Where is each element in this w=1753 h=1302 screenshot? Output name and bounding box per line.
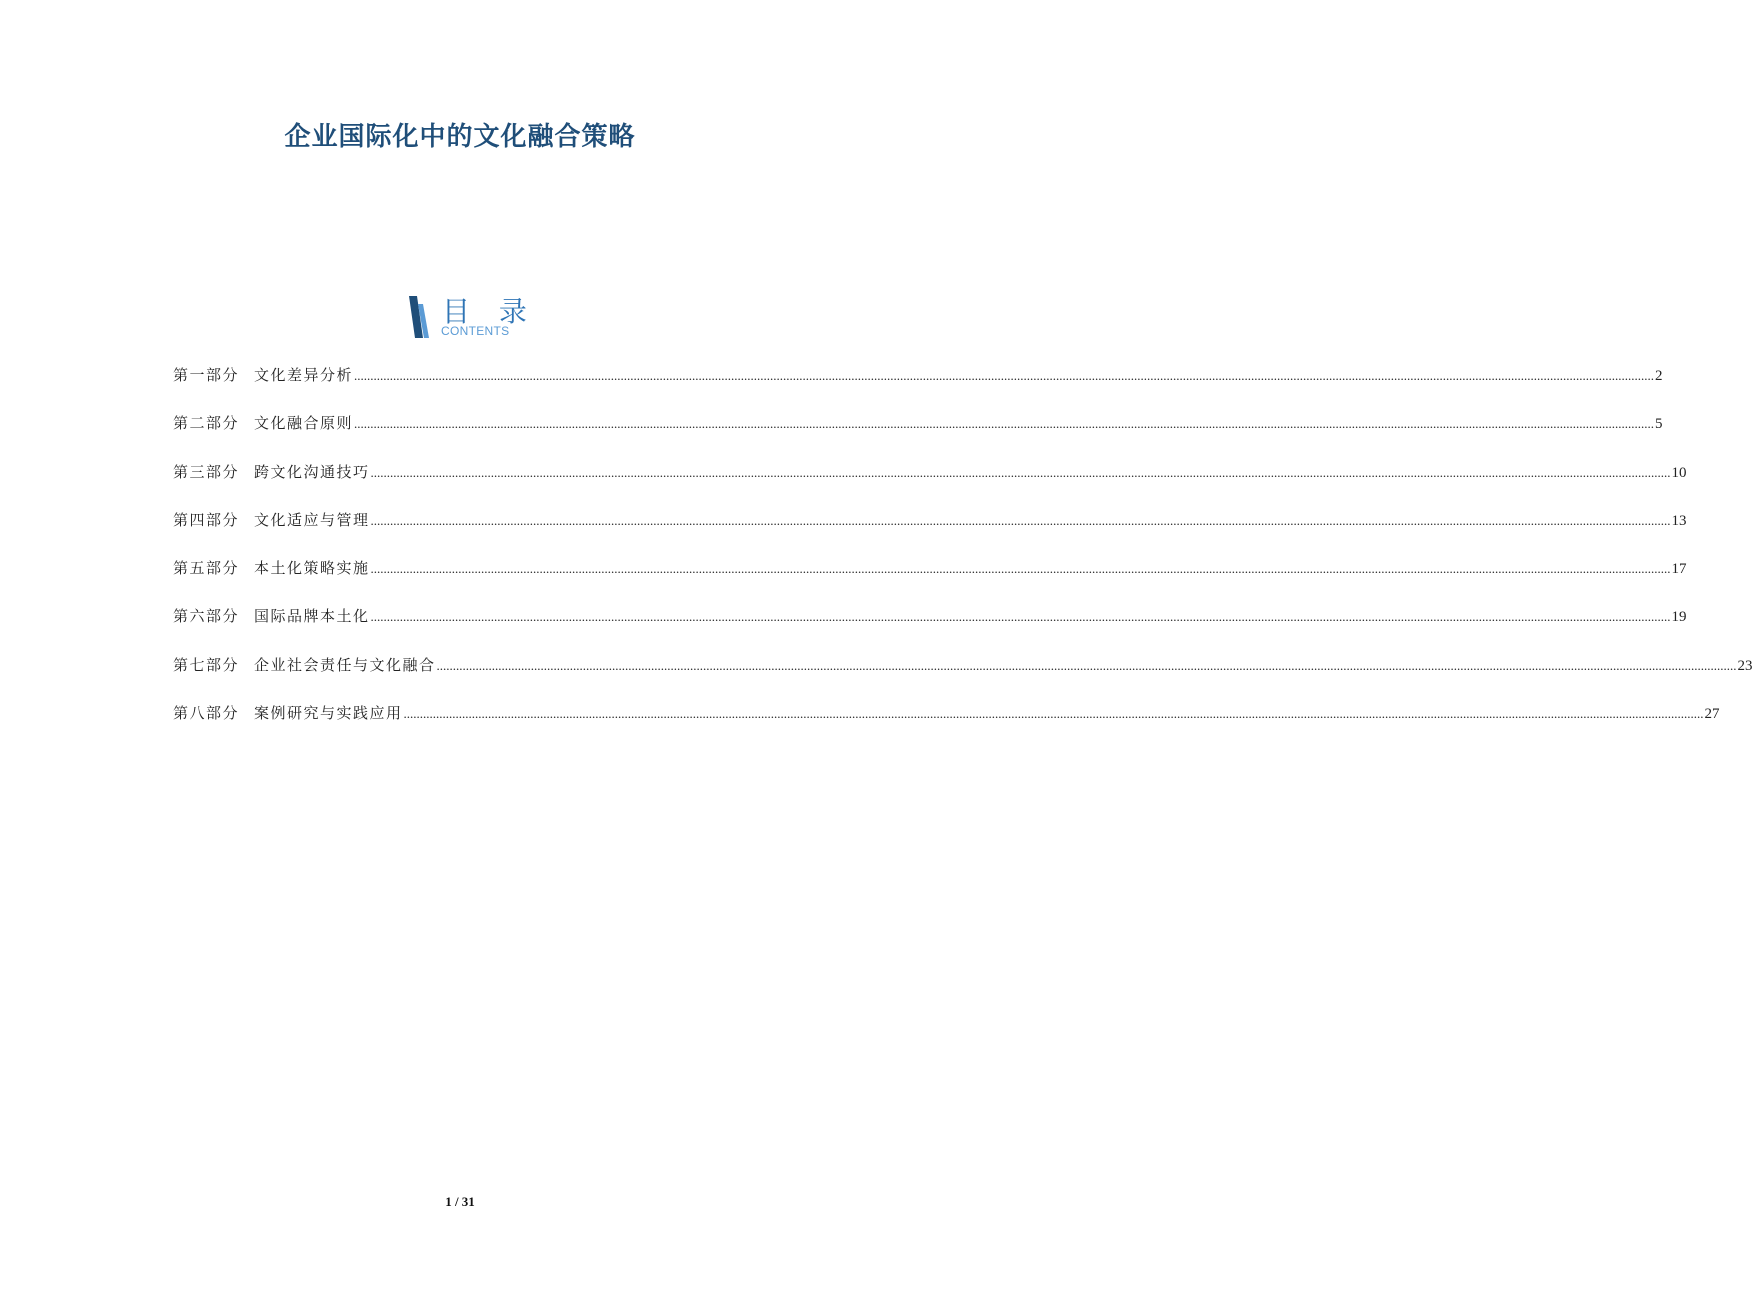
toc-entry[interactable] (173, 557, 1687, 605)
toc-entry[interactable] (173, 605, 1687, 653)
toc-entry-title: 文化融合原则 (254, 414, 354, 433)
toc-entry-page: 10 (1671, 464, 1687, 481)
toc-entry-part: 第一部分 (173, 366, 240, 384)
toc-list (173, 364, 1753, 750)
toc-dot-leader: ................................................................................................................................................................................................................................................................................................................................................................................................................ (370, 561, 1671, 577)
page-number: 1 / 31 (445, 1194, 475, 1209)
toc-subheading: CONTENTS (441, 324, 510, 338)
toc-entry-part: 第七部分 (173, 655, 240, 674)
toc-entry-title: 本土化策略实施 (254, 559, 370, 578)
toc-entry-page: 19 (1671, 609, 1687, 626)
toc-entry[interactable] (173, 702, 1720, 750)
toc-dot-leader: ................................................................................................................................................................................................................................................................................................................................................................................................................ (403, 706, 1704, 722)
toc-logo-icon (406, 296, 432, 338)
toc-entry[interactable] (173, 654, 1753, 702)
toc-entry-page: 17 (1671, 561, 1687, 578)
toc-entry-page: 5 (1655, 416, 1663, 433)
toc-entry-part: 第五部分 (173, 559, 240, 578)
toc-entry-part: 第八部分 (173, 704, 240, 723)
toc-entry[interactable] (173, 461, 1687, 509)
toc-entry-page: 13 (1671, 512, 1687, 529)
toc-entry[interactable] (173, 509, 1687, 557)
toc-entry[interactable] (173, 364, 1663, 412)
toc-entry-page: 23 (1737, 657, 1753, 674)
toc-heading: 目 录 (442, 295, 537, 328)
toc-dot-leader: ................................................................................................................................................................................................................................................................................................................................................................................................................ (354, 368, 1655, 383)
toc-dot-leader: ................................................................................................................................................................................................................................................................................................................................................................................................................ (370, 464, 1671, 480)
toc-entry-title: 文化适应与管理 (254, 510, 370, 529)
toc-entry-title: 国际品牌本土化 (254, 607, 370, 626)
toc-dot-leader: ................................................................................................................................................................................................................................................................................................................................................................................................................ (354, 416, 1655, 432)
toc-dot-leader: ................................................................................................................................................................................................................................................................................................................................................................................................................ (370, 512, 1671, 528)
toc-entry[interactable] (173, 412, 1663, 460)
toc-entry-part: 第六部分 (173, 607, 240, 626)
toc-entry-page: 2 (1655, 368, 1663, 384)
document-title: 企业国际化中的文化融合策略 (284, 122, 636, 152)
toc-entry-title: 文化差异分析 (254, 366, 354, 384)
toc-header (406, 294, 537, 340)
toc-dot-leader: ................................................................................................................................................................................................................................................................................................................................................................................................................ (436, 657, 1737, 673)
toc-entry-part: 第二部分 (173, 414, 240, 433)
toc-entry-part: 第三部分 (173, 462, 240, 481)
toc-dot-leader: ................................................................................................................................................................................................................................................................................................................................................................................................................ (370, 609, 1671, 625)
toc-entry-page: 27 (1704, 706, 1720, 723)
toc-entry-title: 企业社会责任与文化融合 (254, 655, 436, 674)
toc-entry-title: 跨文化沟通技巧 (254, 462, 370, 481)
toc-entry-part: 第四部分 (173, 510, 240, 529)
toc-entry-title: 案例研究与实践应用 (254, 704, 403, 723)
